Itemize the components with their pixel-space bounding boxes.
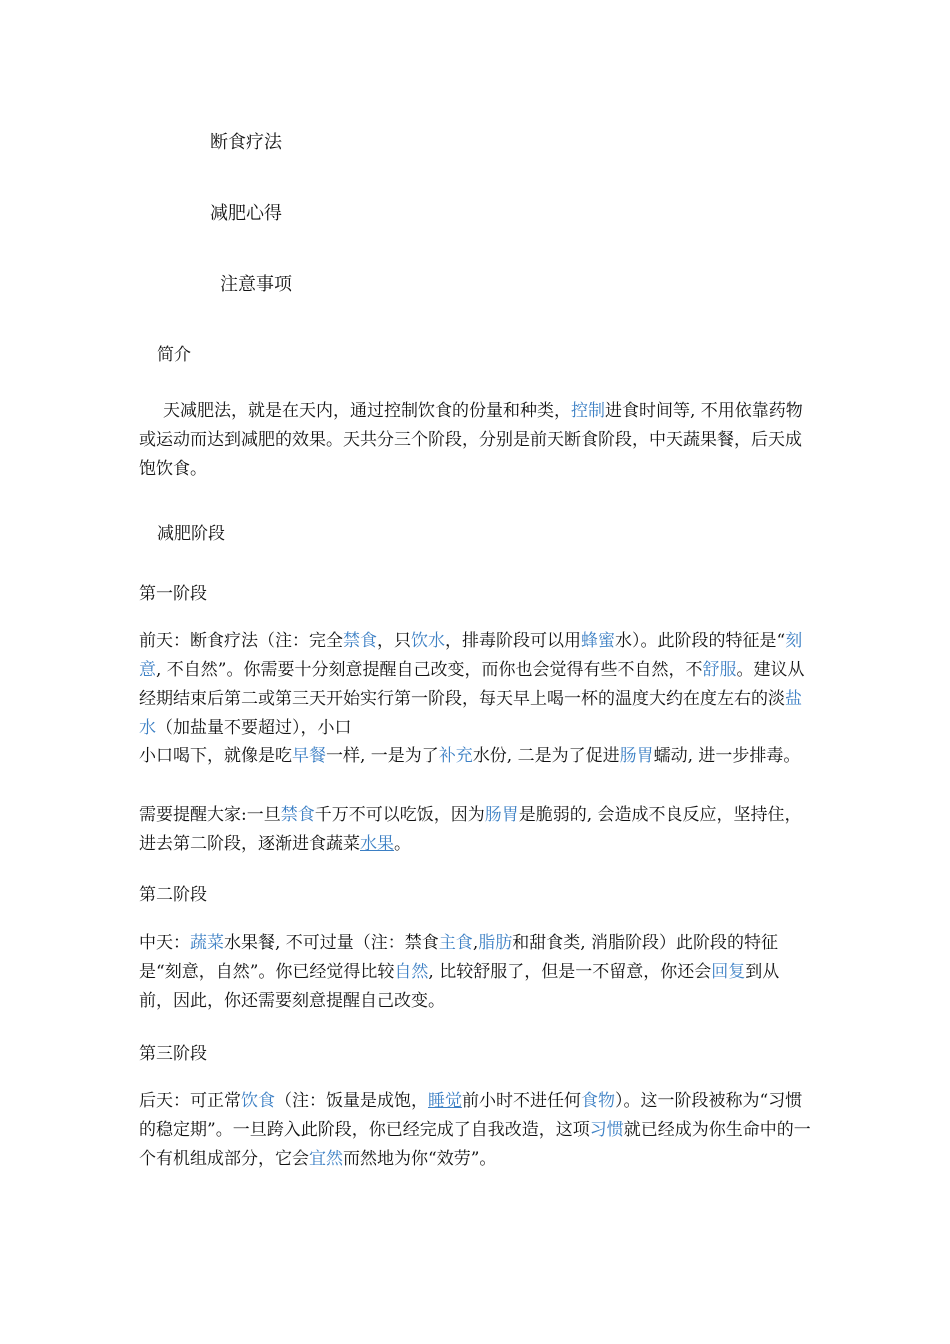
inline-link[interactable]: 蔬菜 xyxy=(190,933,224,953)
paragraph-text: ，只 xyxy=(377,631,411,651)
paragraph-text: 。建议从经期结束后第二或第三天开始实行第一阶段，每天早上喝一杯的温度大约在度左右的淡 xyxy=(139,660,805,709)
inline-link[interactable]: 肠胃 xyxy=(619,746,654,766)
inline-link[interactable]: 肠胃 xyxy=(484,805,519,825)
inline-link[interactable]: 禁食 xyxy=(280,805,315,825)
paragraph-text: , 比较舒服了，但是一不留意，你还会 xyxy=(428,962,712,982)
inline-link[interactable]: 禁食 xyxy=(343,631,377,651)
paragraph-text: 需要提醒大家:一旦 xyxy=(139,805,281,825)
paragraph-text: 蠕动, 进一步排毒。 xyxy=(653,746,801,766)
paragraph-text: 水）。此阶段的特征是“ xyxy=(615,631,786,651)
paragraph-text: 后天：可正常 xyxy=(139,1091,241,1111)
toc-item-experience: 减肥心得 xyxy=(210,203,282,224)
inline-link[interactable]: 习惯 xyxy=(589,1120,624,1140)
paragraph-text: 到从前，因此，你还需要刻意提醒自己改变。 xyxy=(139,962,780,1011)
inline-link[interactable]: 自然 xyxy=(394,962,429,982)
stage1-paragraph-2 xyxy=(139,742,811,771)
paragraph-text: 就已经成为你生命中的一个有机组成部分，它会 xyxy=(139,1120,811,1169)
stage2-heading: 第二阶段 xyxy=(139,885,207,905)
stage3-paragraph xyxy=(139,1087,811,1174)
paragraph-text: ）。这一阶段被称为“习惯的稳定期”。一旦跨入此阶段，你已经完成了自我改造，这项 xyxy=(139,1091,803,1140)
toc-item-notes: 注意事项 xyxy=(220,274,292,295)
paragraph-text: 水果餐, 不可过量（注：禁食 xyxy=(224,933,439,953)
paragraph-text: 前小时不进任何 xyxy=(462,1091,581,1111)
paragraph-text: 而然地为你“效劳”。 xyxy=(343,1149,497,1169)
inline-link[interactable]: 回复 xyxy=(711,962,746,982)
stage1-paragraph-1 xyxy=(139,627,811,743)
stages-heading: 减肥阶段 xyxy=(157,524,225,544)
stage2-paragraph xyxy=(139,929,811,1016)
intro-heading: 简介 xyxy=(157,345,191,365)
stage3-heading: 第三阶段 xyxy=(139,1044,207,1064)
inline-link[interactable]: 饮水 xyxy=(411,631,445,651)
inline-link[interactable]: 控制 xyxy=(571,401,605,421)
paragraph-text: 是脆弱的, 会造成不良反应，坚持住，进去第二阶段，逐渐进食蔬菜 xyxy=(139,805,802,854)
inline-link[interactable]: 舒服 xyxy=(702,660,737,680)
paragraph-text: ，排毒阶段可以用 xyxy=(445,631,581,651)
paragraph-text: 水份, 二是为了促进 xyxy=(472,746,620,766)
inline-link[interactable]: 水果 xyxy=(360,834,394,854)
inline-link[interactable]: 饮食 xyxy=(241,1091,275,1111)
paragraph-text: 一样, 一是为了 xyxy=(326,746,439,766)
inline-link[interactable]: 蜂蜜 xyxy=(581,631,615,651)
toc-item-fasting: 断食疗法 xyxy=(210,132,282,153)
inline-link[interactable]: 刻意 xyxy=(139,631,803,680)
paragraph-text: 和甜食类, 消脂阶段）此阶段的特征是“刻意，自然”。你已经觉得比较 xyxy=(139,933,779,982)
paragraph-text: 。 xyxy=(394,834,411,854)
paragraph-text: 进食时间等, 不用依靠药物或运动而达到减肥的效果。天共分三个阶段，分别是前天断食阶段，中天蔬果餐，后天成饱饮食。 xyxy=(139,401,803,479)
stage1-paragraph-3 xyxy=(139,801,811,859)
paragraph-text: （加盐量不要超过），小口 xyxy=(156,718,352,738)
paragraph-text: （注：饭量是成饱， xyxy=(275,1091,428,1111)
inline-link[interactable]: 睡觉 xyxy=(428,1091,462,1111)
paragraph-text: 天减肥法，就是在天内，通过控制饮食的份量和种类， xyxy=(163,401,571,421)
inline-link[interactable]: 脂肪 xyxy=(478,933,513,953)
inline-link[interactable]: 早餐 xyxy=(292,746,326,766)
intro-paragraph xyxy=(139,397,811,484)
paragraph-text: 小口喝下，就像是吃 xyxy=(139,746,292,766)
inline-link[interactable]: 宜然 xyxy=(309,1149,343,1169)
paragraph-text: 中天： xyxy=(139,933,190,953)
stage1-heading: 第一阶段 xyxy=(139,584,207,604)
inline-link[interactable]: 补充 xyxy=(438,746,473,766)
inline-link[interactable]: 盐水 xyxy=(139,689,802,738)
paragraph-text: 千万不可以吃饭，因为 xyxy=(314,805,485,825)
inline-link[interactable]: 食物 xyxy=(581,1091,615,1111)
paragraph-text: , xyxy=(472,933,479,953)
paragraph-text: 前天：断食疗法（注：完全 xyxy=(139,631,343,651)
inline-link[interactable]: 主食 xyxy=(438,933,473,953)
paragraph-text: , 不自然”。你需要十分刻意提醒自己改变，而你也会觉得有些不自然，不 xyxy=(156,660,703,680)
